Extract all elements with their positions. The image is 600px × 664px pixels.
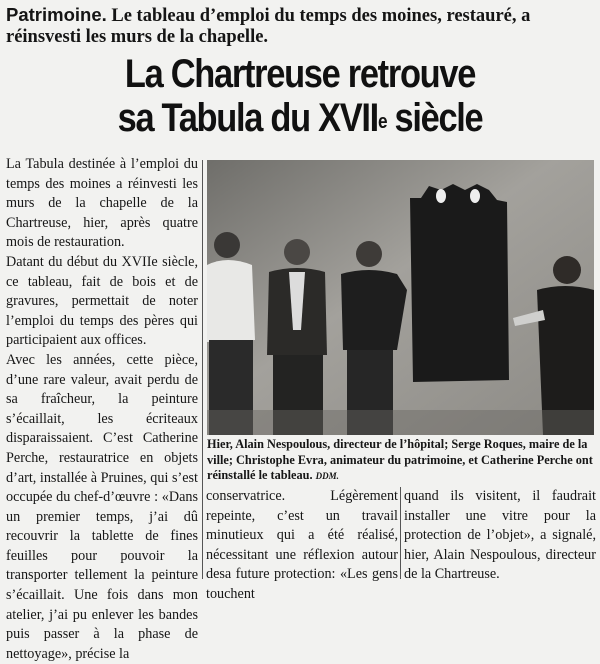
paragraph-1: La Tabula destinée à l’emploi du temps des moines a réinvesti les murs de la chapelle de la Chartreuse, hier, après quatre mois de restauration.: [6, 156, 198, 251]
caption-text: Hier, Alain Nespoulous, directeur de l’hôpital; Serge Roques, maire de la ville; Christophe Evra, animateur du patrimoine, et Catherine Perche ont réinstallé le tableau.: [207, 437, 593, 482]
tabula-ornament: [470, 189, 480, 203]
kicker-tag: Patrimoine.: [6, 4, 107, 25]
kicker-text: Le tableau d’emploi du temps des moines, restauré, a réinsvesti les murs de la chapelle.: [6, 6, 531, 47]
article-column-3: [404, 487, 596, 583]
column-divider: [400, 487, 401, 579]
column-3-text: quand ils visitent, il faudrait installer une vitre pour la protection de l’objet», a signalé, hier, Alain Nespoulous, directeur de la Chartreuse.: [404, 488, 596, 583]
tabula-ornament: [436, 189, 446, 203]
headline: [42, 52, 558, 140]
photo-caption: [207, 437, 594, 485]
tabula-board: [410, 184, 509, 382]
column-divider: [202, 160, 203, 579]
article-photo: [207, 160, 594, 435]
paragraph-2: Datant du début du XVIIe siècle, ce tableau, fait de bois et de gravures, permettait de noter l’emploi du temps des pères qui participaient aux offices.: [6, 253, 198, 349]
headline-superscript: e: [377, 111, 387, 133]
photo-credit: DDM.: [315, 471, 339, 481]
article-kicker: [6, 4, 594, 48]
headline-line-2-end: siècle: [386, 96, 483, 140]
article-column-1: [6, 155, 198, 662]
column-2-text: conservatrice. Légèrement repeinte, c’est un travail minutieux qui a été réalisé, nécessitant une réflexion autour desa future protection: «Les gens touchent: [206, 488, 398, 602]
floor-shadow: [207, 410, 594, 435]
headline-line-2: [42, 96, 558, 140]
photo-illustration: [207, 160, 594, 435]
headline-line-1: La Chartreuse retrouve: [124, 52, 476, 96]
paragraph-3: Avec les années, cette pièce, d’une rare valeur, avait perdu de sa fraîcheur, la peinture s’écaillait, les écriteaux disparaissaient. C’est Catherine Perche, restauratrice en objets d’art, installée à Pruines, qui s’est occupée du chef-d’œuvre : «Dans un premier temps, j’ai dû recouvrir la tablette de fines feuilles pour pouvoir la transporter tellement la peinture s’écaillait. Une fois dans mon atelier, j’ai pu enlever les bandes puis passer à la phase de nettoyage», précise la: [6, 351, 198, 662]
headline-line-2-main: sa Tabula du XVII: [117, 96, 378, 140]
article-column-2: [206, 487, 398, 602]
